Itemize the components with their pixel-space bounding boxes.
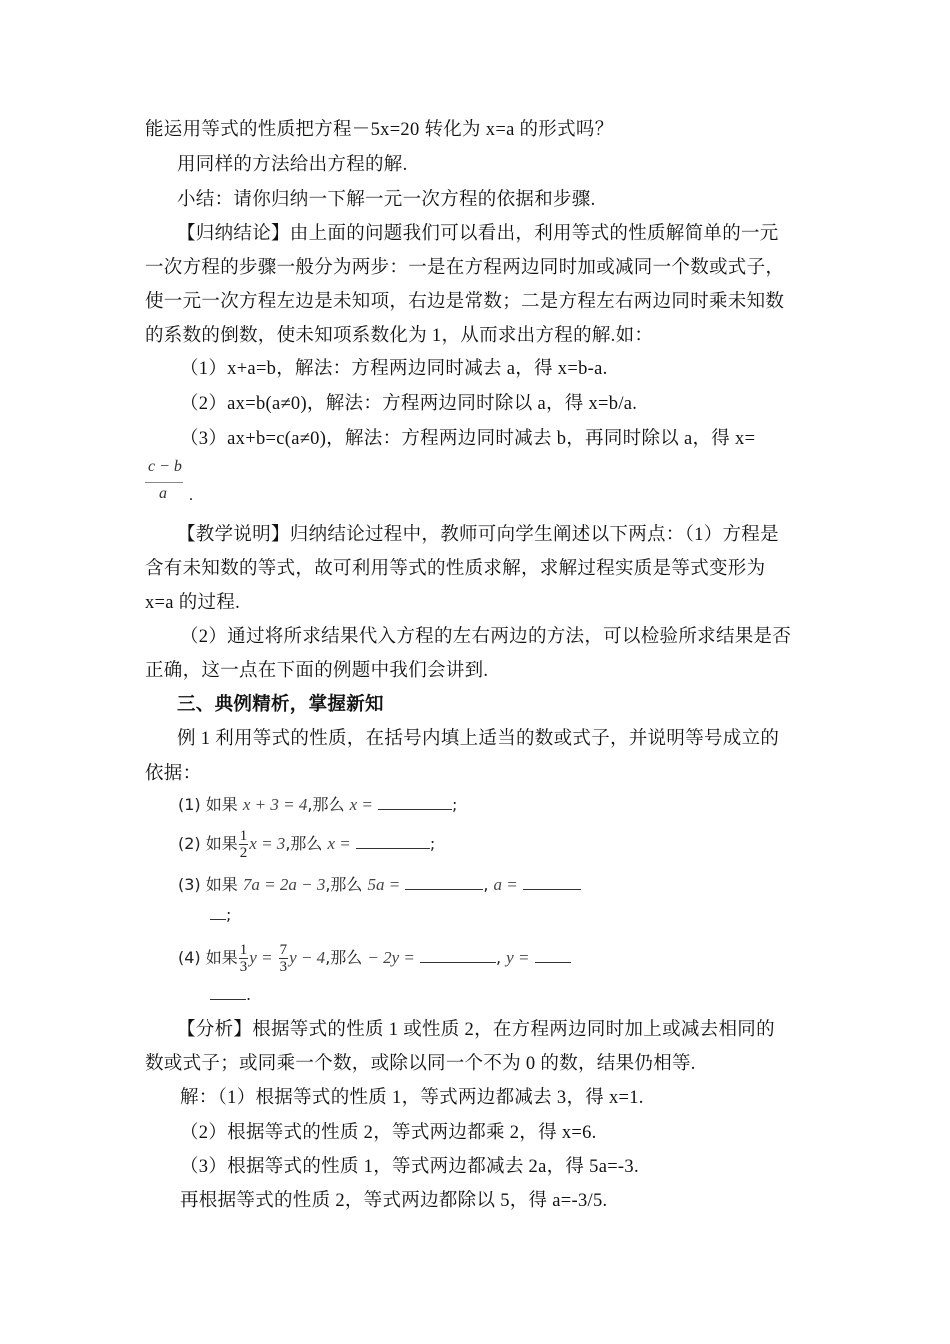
rule-1: （1）x+a=b，解法：方程两边同时减去 a，得 x=b-a. — [180, 359, 608, 379]
numerator: 7 — [279, 942, 288, 958]
exercise-label: (4) — [178, 948, 201, 967]
summary-heading-line: 【归纳结论】由上面的问题我们可以看出，利用等式的性质解简单的一元 — [177, 224, 779, 244]
answer-blank[interactable] — [523, 875, 581, 890]
answer-blank[interactable] — [420, 948, 496, 963]
fraction-denominator: a — [159, 485, 167, 502]
comma: , — [325, 948, 331, 967]
fraction-numerator: c − b — [148, 458, 182, 475]
answer-prefix: x = — [327, 834, 351, 853]
equation-part: y = — [249, 948, 273, 967]
rule-2: （2）ax=b(a≠0)，解法：方程两边同时除以 a，得 x=b/a. — [180, 394, 638, 414]
answer-blank[interactable] — [356, 834, 430, 849]
answer-prefix: y = — [506, 948, 530, 967]
then-word: 那么 — [330, 875, 363, 894]
text-line: 小结：请你归纳一下解一元一次方程的依据和步骤. — [177, 190, 596, 210]
exercise-label: (1) — [178, 795, 201, 814]
exercise-3-continuation — [210, 904, 231, 926]
text-line: （2）通过将所求结果代入方程的左右两边的方法，可以检验所求结果是否 — [180, 627, 792, 647]
equation: 7a = 2a − 3 — [242, 875, 326, 894]
if-word: 如果 — [205, 875, 238, 894]
numerator: 1 — [239, 942, 248, 958]
exercise-3 — [178, 874, 581, 896]
fraction-c-minus-b-over-a — [145, 458, 205, 508]
comma: , — [285, 834, 291, 853]
exercise-4-continuation — [210, 984, 251, 1006]
comma: , — [483, 875, 489, 894]
denominator: 3 — [239, 959, 248, 975]
exercise-4 — [178, 942, 571, 975]
answer-blank[interactable] — [378, 795, 452, 810]
text-line: 使一元一次方程左边是未知项，右边是常数；二是方程左右两边同时乘未知数 — [145, 292, 785, 312]
fraction-bar — [145, 482, 183, 483]
semicolon: ; — [226, 905, 232, 924]
if-word: 如果 — [205, 948, 238, 967]
fraction-one-third — [239, 942, 249, 975]
answer-prefix: 5a = — [367, 875, 401, 894]
text-line: 正确，这一点在下面的例题中我们会讲到. — [145, 661, 489, 681]
exercise-label: (3) — [178, 875, 201, 894]
semicolon: ; — [429, 834, 436, 853]
solution-line: （2）根据等式的性质 2，等式两边都乘 2，得 x=6. — [180, 1123, 597, 1143]
comma: , — [307, 795, 313, 814]
text-line: 能运用等式的性质把方程－5x=20 转化为 x=a 的形式吗？ — [145, 120, 614, 140]
denominator: 3 — [279, 959, 288, 975]
answer-blank[interactable] — [405, 875, 483, 890]
answer-prefix: − 2y = — [367, 948, 415, 967]
equation-part: y − 4 — [289, 948, 326, 967]
then-word: 那么 — [330, 948, 363, 967]
text-line: 数或式子；或同乘一个数，或除以同一个不为 0 的数，结果仍相等. — [145, 1054, 696, 1074]
comma: , — [495, 948, 502, 967]
answer-blank-continued[interactable] — [210, 905, 226, 920]
if-word: 如果 — [205, 795, 238, 814]
solution-line: 再根据等式的性质 2，等式两边都除以 5，得 a=-3/5. — [180, 1191, 608, 1211]
solution-line: 解：（1）根据等式的性质 1，等式两边都减去 3，得 x=1. — [180, 1088, 644, 1108]
text-line: 含有未知数的等式，故可利用等式的性质求解，求解过程实质是等式变形为 — [145, 559, 766, 579]
exercise-label: (2) — [178, 834, 201, 853]
equation: x = 3 — [249, 834, 286, 853]
fraction-one-half — [239, 828, 249, 861]
answer-blank[interactable] — [535, 948, 571, 963]
fraction-seven-thirds — [279, 942, 289, 975]
denominator: 2 — [239, 845, 248, 861]
teaching-note-line: 【教学说明】归纳结论过程中，教师可向学生阐述以下两点：（1）方程是 — [177, 525, 779, 545]
answer-blank-continued[interactable] — [210, 985, 246, 1000]
solution-line: （3）根据等式的性质 1，等式两边都减去 2a，得 5a=-3. — [180, 1157, 639, 1177]
comma: , — [325, 875, 331, 894]
rule-3: （3）ax+b=c(a≠0)，解法：方程两边同时减去 b，再同时除以 a，得 x= — [180, 429, 756, 449]
exercise-1 — [178, 794, 457, 816]
example-intro-line: 例 1 利用等式的性质，在括号内填上适当的数或式子，并说明等号成立的 — [177, 729, 780, 749]
answer-prefix: x = — [349, 795, 373, 814]
numerator: 1 — [239, 828, 248, 844]
text-line: 依据： — [145, 764, 202, 784]
text-line: x=a 的过程. — [145, 593, 241, 613]
analysis-line: 【分析】根据等式的性质 1 或性质 2，在方程两边同时加上或减去相同的 — [177, 1020, 775, 1040]
equation: x + 3 = 4 — [242, 795, 308, 814]
answer-prefix: a = — [493, 875, 518, 894]
text-line: 一次方程的步骤一般分为两步：一是在方程两边同时加或减同一个数或式子， — [145, 258, 785, 278]
fraction-period: . — [189, 487, 193, 504]
semicolon: ; — [451, 795, 458, 814]
text-line: 用同样的方法给出方程的解. — [177, 155, 408, 175]
then-word: 那么 — [290, 834, 323, 853]
exercise-2 — [178, 828, 435, 861]
if-word: 如果 — [205, 834, 238, 853]
text-line: 的系数的倒数，使未知项系数化为 1，从而求出方程的解.如： — [145, 326, 654, 346]
section-heading: 三、典例精析，掌握新知 — [177, 695, 384, 715]
period: . — [246, 985, 252, 1004]
then-word: 那么 — [312, 795, 345, 814]
